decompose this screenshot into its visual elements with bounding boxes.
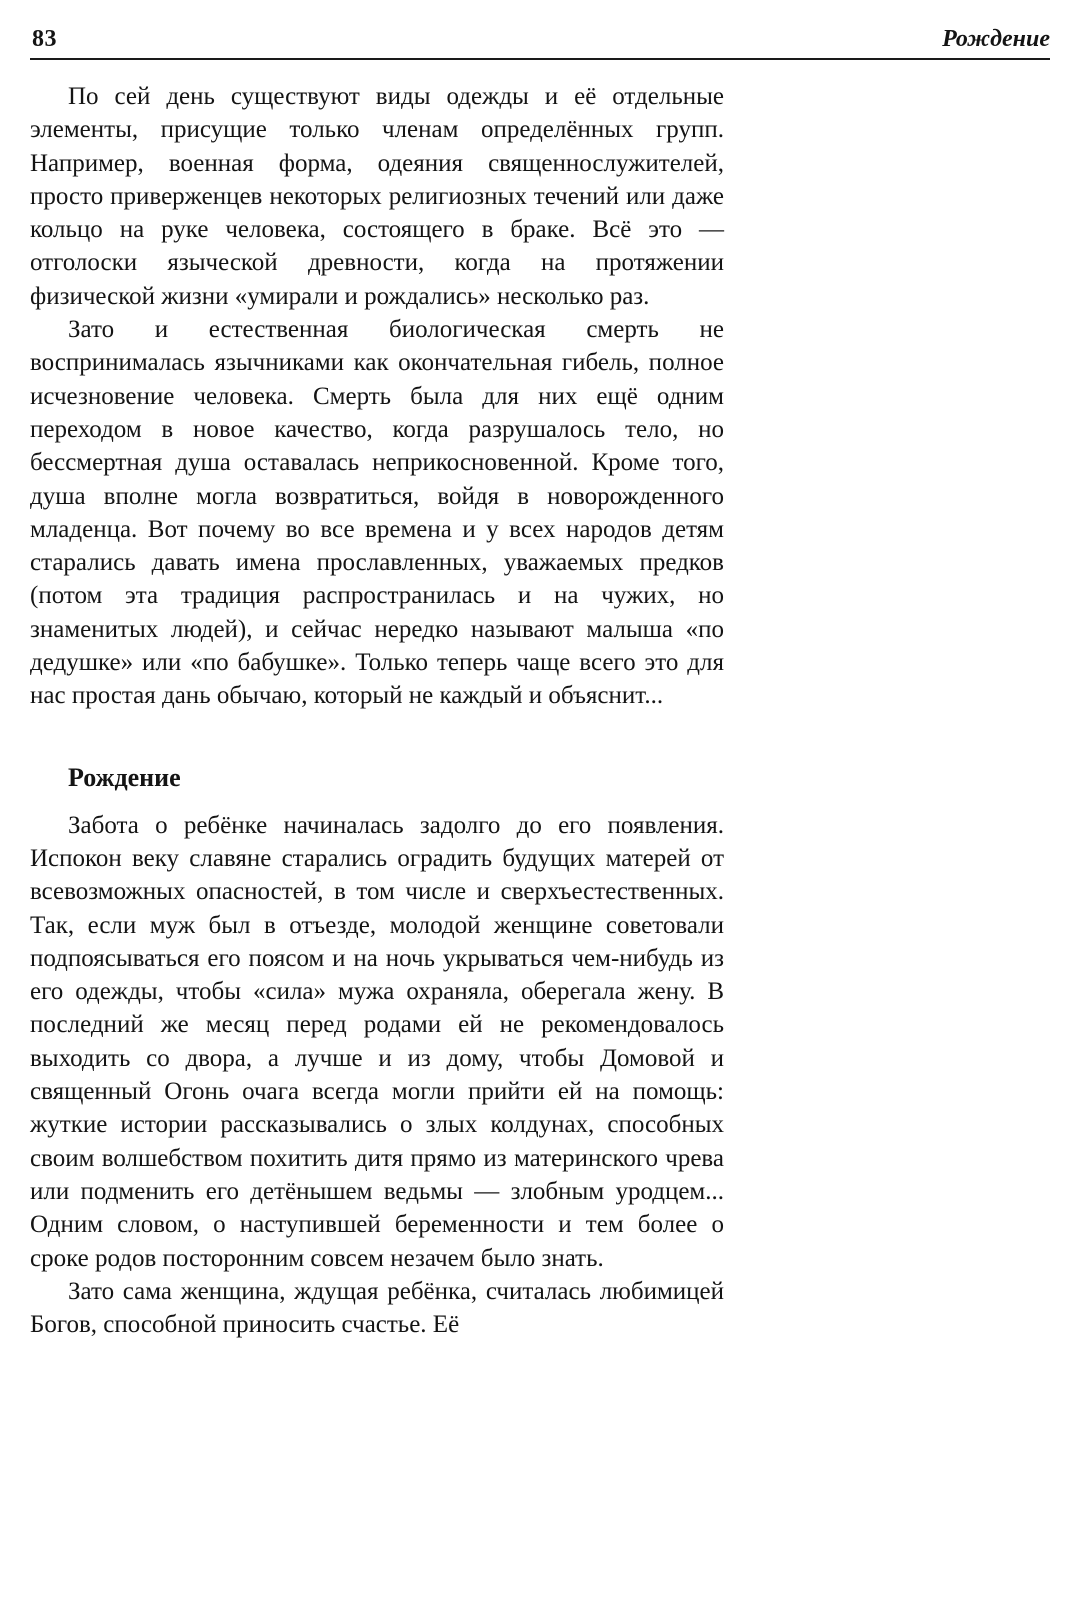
paragraph: По сей день существуют виды одежды и её отдельные элементы, присущие только членам определённых групп. Например, военная форма, одеяния священнослужителей, просто приверженцев некоторых религиозных течений или даже кольцо на руке человека, состоящего в браке. Всё это — отголоски языческой древности, когда на протяжении физической жизни «умирали и рождались» несколько раз. bbox=[30, 83, 724, 310]
page-number: 83 bbox=[32, 26, 57, 52]
page-header bbox=[30, 24, 1050, 60]
paragraph: Зато и естественная биологическая смерть не воспринималась язычниками как окончательная гибель, полное исчезновение человека. Смерть была для них ещё одним переходом в новое качество, когда разрушалось тело, но бессмертная душа оставалась неприкосновенной. Кроме того, душа вполне могла возвратиться, войдя в новорожденного младенца. Вот почему во все времена и у всех народов детям старались давать имена прославленных, уважаемых предков (потом эта традиция распространилась и на чужих, но знаменитых людей), и сейчас нередко называют малыша «по дедушке» или «по бабушке». Только теперь чаще всего это для нас простая дань обычаю, который не каждый и объяснит... bbox=[30, 316, 724, 710]
section-heading: Рождение bbox=[68, 762, 181, 792]
paragraph: Забота о ребёнке начиналась задолго до его появления. Испокон веку славяне старались оградить будущих матерей от всевозможных опасностей, в том числе и сверхъестественных. Так, если муж был в отъезде, молодой женщине советовали подпоясываться его поясом и на ночь укрываться чем-нибудь из его одежды, чтобы «сила» мужа охраняла, оберегала жену. В последний же месяц перед родами ей не рекомендовалось выходить со двора, а лучше и из дому, чтобы Домовой и священный Огонь очага всегда могли прийти ей на помощь: жуткие истории рассказывались о злых колдунах, способных своим волшебством похитить дитя прямо из материнского чрева или подменить его детёнышем ведьмы — злобным уродцем... Одним словом, о наступившей беременности и тем более о сроке родов посторонним совсем незачем было знать. bbox=[30, 811, 724, 1272]
paragraph: Зато сама женщина, ждущая ребёнка, считалась любимицей Богов, способной приносить счастье. Её bbox=[30, 1277, 724, 1339]
main-text-column bbox=[30, 80, 724, 1341]
running-title: Рождение bbox=[942, 26, 1050, 52]
